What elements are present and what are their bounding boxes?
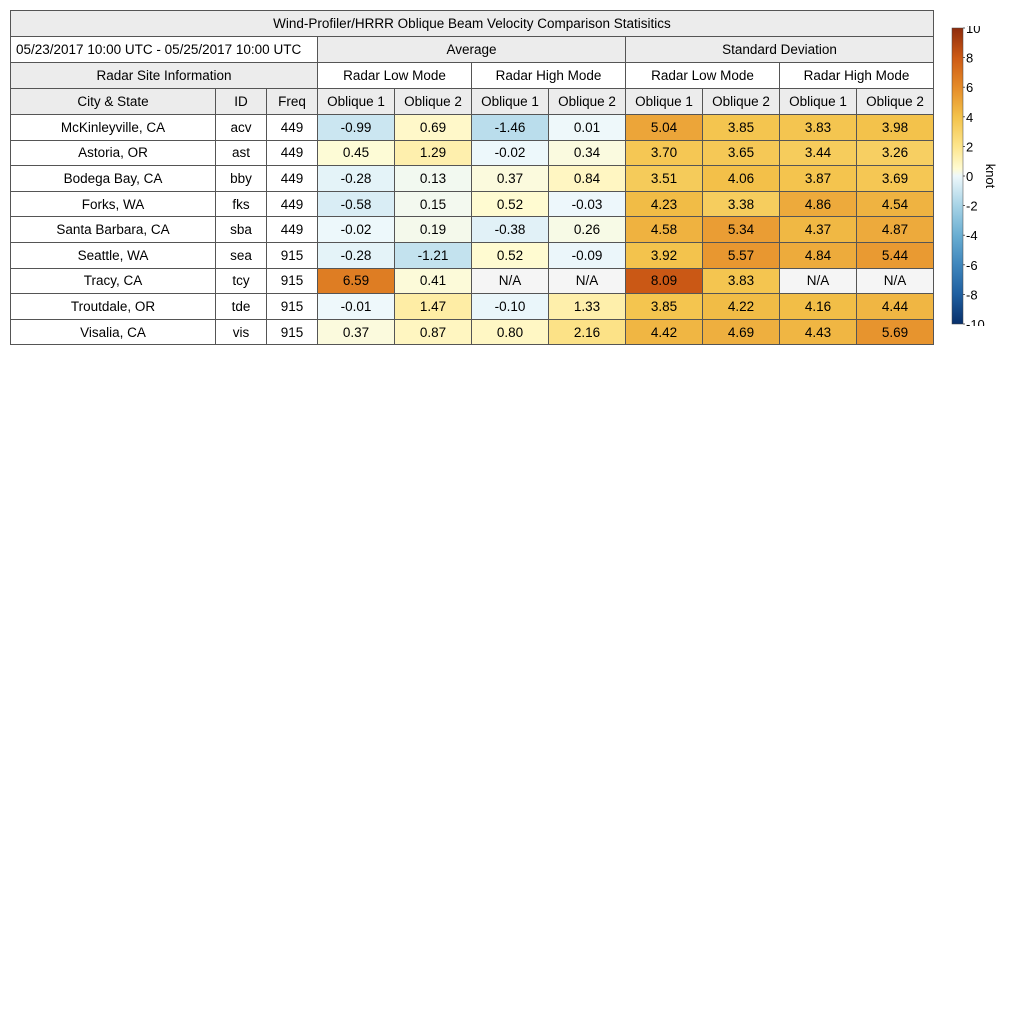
average-group-header: Average bbox=[318, 37, 626, 63]
colorbar-legend bbox=[950, 26, 1010, 326]
cell-city: McKinleyville, CA bbox=[11, 115, 216, 141]
std-high-mode-header: Radar High Mode bbox=[780, 63, 934, 89]
cell-city: Bodega Bay, CA bbox=[11, 166, 216, 192]
cell-avg-high-oblique-2: -0.03 bbox=[549, 191, 626, 217]
cell-avg-low-oblique-1: -0.28 bbox=[318, 166, 395, 192]
cell-std-high-oblique-2: 4.54 bbox=[857, 191, 934, 217]
cell-std-low-oblique-1: 4.58 bbox=[626, 217, 703, 243]
cell-avg-high-oblique-1: 0.37 bbox=[472, 166, 549, 192]
cell-avg-low-oblique-2: 0.19 bbox=[395, 217, 472, 243]
cell-freq: 449 bbox=[267, 191, 318, 217]
cell-avg-high-oblique-1: -0.10 bbox=[472, 294, 549, 320]
statistics-table bbox=[10, 10, 934, 345]
table-row bbox=[11, 294, 934, 320]
colorbar-tick-label: -8 bbox=[966, 287, 978, 303]
table-row bbox=[11, 268, 934, 294]
colorbar-tick-label: 6 bbox=[966, 80, 974, 96]
colorbar-tick-label: -4 bbox=[966, 228, 978, 244]
cell-id: tcy bbox=[216, 268, 267, 294]
cell-avg-low-oblique-1: 0.37 bbox=[318, 319, 395, 345]
col-header-avg-low-oblique-1: Oblique 1 bbox=[318, 89, 395, 115]
cell-city: Santa Barbara, CA bbox=[11, 217, 216, 243]
cell-avg-high-oblique-2: 2.16 bbox=[549, 319, 626, 345]
cell-std-low-oblique-2: 4.06 bbox=[703, 166, 780, 192]
cell-std-high-oblique-1: 4.16 bbox=[780, 294, 857, 320]
cell-avg-high-oblique-1: -1.46 bbox=[472, 115, 549, 141]
table-row bbox=[11, 242, 934, 268]
cell-avg-high-oblique-1: 0.52 bbox=[472, 242, 549, 268]
cell-avg-low-oblique-1: -0.99 bbox=[318, 115, 395, 141]
date-range: 05/23/2017 10:00 UTC - 05/25/2017 10:00 UTC bbox=[11, 37, 318, 63]
cell-avg-high-oblique-1: 0.52 bbox=[472, 191, 549, 217]
cell-avg-low-oblique-2: 1.29 bbox=[395, 140, 472, 166]
cell-avg-low-oblique-2: 0.69 bbox=[395, 115, 472, 141]
colorbar-gradient bbox=[952, 28, 963, 324]
cell-std-low-oblique-2: 5.34 bbox=[703, 217, 780, 243]
colorbar-tick-label: -10 bbox=[966, 317, 985, 326]
cell-std-high-oblique-2: 5.44 bbox=[857, 242, 934, 268]
cell-avg-low-oblique-2: -1.21 bbox=[395, 242, 472, 268]
colorbar-tick-label: 0 bbox=[966, 169, 974, 184]
cell-id: bby bbox=[216, 166, 267, 192]
site-info-header: Radar Site Information bbox=[11, 63, 318, 89]
cell-id: vis bbox=[216, 319, 267, 345]
cell-avg-low-oblique-1: 6.59 bbox=[318, 268, 395, 294]
colorbar-tick-label: -2 bbox=[966, 198, 978, 214]
cell-std-high-oblique-2: 3.69 bbox=[857, 166, 934, 192]
cell-freq: 449 bbox=[267, 115, 318, 141]
colorbar-tick-label: 4 bbox=[966, 109, 974, 125]
cell-std-low-oblique-2: 3.65 bbox=[703, 140, 780, 166]
cell-avg-low-oblique-1: -0.01 bbox=[318, 294, 395, 320]
cell-std-high-oblique-2: 4.44 bbox=[857, 294, 934, 320]
col-header-avg-low-oblique-2: Oblique 2 bbox=[395, 89, 472, 115]
cell-std-high-oblique-2: 3.26 bbox=[857, 140, 934, 166]
cell-std-low-oblique-2: 3.38 bbox=[703, 191, 780, 217]
cell-std-low-oblique-1: 5.04 bbox=[626, 115, 703, 141]
cell-avg-low-oblique-2: 1.47 bbox=[395, 294, 472, 320]
col-header-std-low-oblique-2: Oblique 2 bbox=[703, 89, 780, 115]
col-header-std-high-oblique-1: Oblique 1 bbox=[780, 89, 857, 115]
cell-freq: 915 bbox=[267, 294, 318, 320]
cell-std-high-oblique-2: 5.69 bbox=[857, 319, 934, 345]
col-header-id: ID bbox=[216, 89, 267, 115]
cell-std-high-oblique-1: 4.43 bbox=[780, 319, 857, 345]
cell-avg-high-oblique-2: 0.34 bbox=[549, 140, 626, 166]
col-header-avg-high-oblique-2: Oblique 2 bbox=[549, 89, 626, 115]
cell-id: acv bbox=[216, 115, 267, 141]
cell-avg-high-oblique-1: -0.02 bbox=[472, 140, 549, 166]
cell-std-high-oblique-1: 3.87 bbox=[780, 166, 857, 192]
cell-avg-high-oblique-1: -0.38 bbox=[472, 217, 549, 243]
cell-city: Seattle, WA bbox=[11, 242, 216, 268]
cell-std-high-oblique-2: 4.87 bbox=[857, 217, 934, 243]
cell-avg-low-oblique-1: -0.28 bbox=[318, 242, 395, 268]
avg-high-mode-header: Radar High Mode bbox=[472, 63, 626, 89]
colorbar-tick-label: -6 bbox=[966, 257, 978, 273]
cell-city: Visalia, CA bbox=[11, 319, 216, 345]
cell-std-high-oblique-1: 4.84 bbox=[780, 242, 857, 268]
cell-avg-low-oblique-2: 0.13 bbox=[395, 166, 472, 192]
cell-std-low-oblique-1: 4.42 bbox=[626, 319, 703, 345]
colorbar-label: knot bbox=[983, 163, 998, 189]
cell-std-high-oblique-1: 3.44 bbox=[780, 140, 857, 166]
cell-std-high-oblique-1: 3.83 bbox=[780, 115, 857, 141]
cell-avg-high-oblique-2: -0.09 bbox=[549, 242, 626, 268]
cell-std-high-oblique-1: 4.86 bbox=[780, 191, 857, 217]
cell-std-high-oblique-2: 3.98 bbox=[857, 115, 934, 141]
cell-avg-high-oblique-2: 0.26 bbox=[549, 217, 626, 243]
colorbar-svg bbox=[950, 26, 1010, 326]
cell-std-low-oblique-1: 8.09 bbox=[626, 268, 703, 294]
cell-avg-low-oblique-1: -0.58 bbox=[318, 191, 395, 217]
cell-avg-high-oblique-1: 0.80 bbox=[472, 319, 549, 345]
table-title: Wind-Profiler/HRRR Oblique Beam Velocity Comparison Statisitics bbox=[11, 11, 934, 37]
cell-id: tde bbox=[216, 294, 267, 320]
cell-freq: 449 bbox=[267, 166, 318, 192]
col-header-std-high-oblique-2: Oblique 2 bbox=[857, 89, 934, 115]
colorbar-tick-label: 8 bbox=[966, 50, 974, 66]
cell-city: Astoria, OR bbox=[11, 140, 216, 166]
cell-avg-low-oblique-2: 0.87 bbox=[395, 319, 472, 345]
cell-city: Tracy, CA bbox=[11, 268, 216, 294]
avg-low-mode-header: Radar Low Mode bbox=[318, 63, 472, 89]
table-row bbox=[11, 217, 934, 243]
cell-freq: 449 bbox=[267, 217, 318, 243]
cell-avg-low-oblique-2: 0.15 bbox=[395, 191, 472, 217]
col-header-city: City & State bbox=[11, 89, 216, 115]
colorbar-tick-label: 10 bbox=[966, 26, 981, 36]
cell-std-low-oblique-1: 3.92 bbox=[626, 242, 703, 268]
cell-std-low-oblique-1: 4.23 bbox=[626, 191, 703, 217]
cell-std-low-oblique-2: 3.85 bbox=[703, 115, 780, 141]
cell-std-high-oblique-1: 4.37 bbox=[780, 217, 857, 243]
cell-freq: 915 bbox=[267, 319, 318, 345]
cell-std-low-oblique-2: 4.22 bbox=[703, 294, 780, 320]
cell-freq: 915 bbox=[267, 268, 318, 294]
cell-avg-low-oblique-1: -0.02 bbox=[318, 217, 395, 243]
cell-avg-high-oblique-2: 1.33 bbox=[549, 294, 626, 320]
table-row bbox=[11, 191, 934, 217]
cell-std-high-oblique-1: N/A bbox=[780, 268, 857, 294]
cell-avg-high-oblique-2: 0.01 bbox=[549, 115, 626, 141]
cell-id: fks bbox=[216, 191, 267, 217]
cell-id: ast bbox=[216, 140, 267, 166]
cell-avg-high-oblique-2: 0.84 bbox=[549, 166, 626, 192]
std-group-header: Standard Deviation bbox=[626, 37, 934, 63]
cell-city: Troutdale, OR bbox=[11, 294, 216, 320]
cell-avg-high-oblique-2: N/A bbox=[549, 268, 626, 294]
table-row bbox=[11, 115, 934, 141]
cell-std-low-oblique-2: 3.83 bbox=[703, 268, 780, 294]
cell-std-low-oblique-1: 3.51 bbox=[626, 166, 703, 192]
cell-city: Forks, WA bbox=[11, 191, 216, 217]
cell-avg-low-oblique-2: 0.41 bbox=[395, 268, 472, 294]
cell-freq: 449 bbox=[267, 140, 318, 166]
col-header-std-low-oblique-1: Oblique 1 bbox=[626, 89, 703, 115]
cell-std-low-oblique-1: 3.70 bbox=[626, 140, 703, 166]
table-row bbox=[11, 319, 934, 345]
std-low-mode-header: Radar Low Mode bbox=[626, 63, 780, 89]
cell-freq: 915 bbox=[267, 242, 318, 268]
colorbar-tick-label: 2 bbox=[966, 139, 974, 155]
cell-std-low-oblique-1: 3.85 bbox=[626, 294, 703, 320]
table-row bbox=[11, 166, 934, 192]
cell-id: sea bbox=[216, 242, 267, 268]
col-header-avg-high-oblique-1: Oblique 1 bbox=[472, 89, 549, 115]
table-row bbox=[11, 140, 934, 166]
cell-std-low-oblique-2: 4.69 bbox=[703, 319, 780, 345]
cell-avg-high-oblique-1: N/A bbox=[472, 268, 549, 294]
cell-id: sba bbox=[216, 217, 267, 243]
cell-std-low-oblique-2: 5.57 bbox=[703, 242, 780, 268]
cell-avg-low-oblique-1: 0.45 bbox=[318, 140, 395, 166]
col-header-freq: Freq bbox=[267, 89, 318, 115]
cell-std-high-oblique-2: N/A bbox=[857, 268, 934, 294]
